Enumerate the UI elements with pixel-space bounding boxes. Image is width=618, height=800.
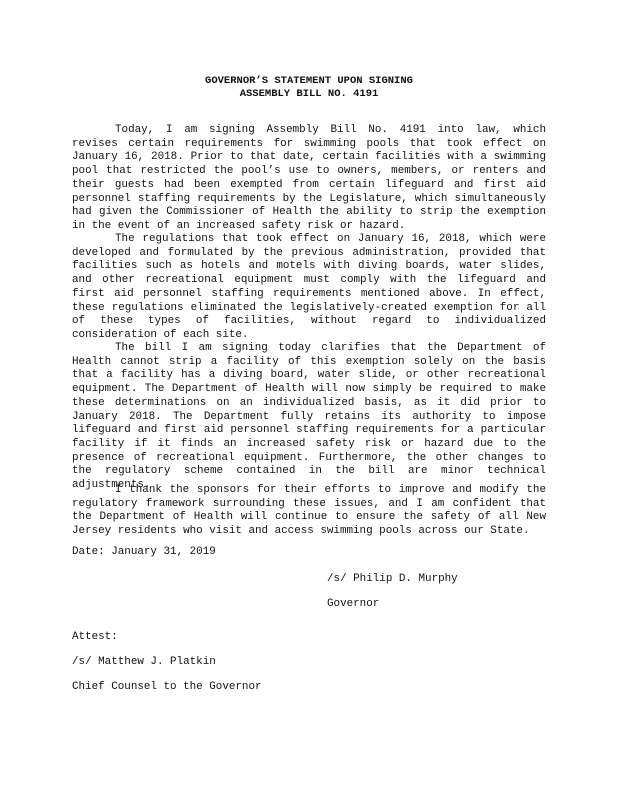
paragraph-3: The bill I am signing today clarifies that the Department of Health cannot strip a facility of this exemption solely on the basis that a facility has a diving board, water slide, or other recreational equipment. The Department of Health will now simply be required to make these determinations on an individualized basis, as it did prior to January 2018. The Department fully retains its authority to impose lifeguard and first aid personnel staffing requirements for a particular facility if it finds an increased safety risk or hazard due to the presence of recreational equipment. Furthermore, the other changes to the regulatory scheme contained in the bill are minor technical adjustments. [72, 342, 546, 492]
document-title-line-2: ASSEMBLY BILL NO. 4191 [239, 88, 379, 100]
attest-signature: /s/ Matthew J. Platkin [72, 656, 216, 668]
governor-signature: /s/ Philip D. Murphy [327, 573, 458, 585]
paragraph-4: I thank the sponsors for their efforts to improve and modify the regulatory framework surrounding these issues, and I am confident that the Department of Health will continue to ensure the safety of all New Jersey residents who visit and access swimming pools across our State. [72, 484, 546, 538]
governor-title: Governor [327, 598, 380, 610]
signing-date: Date: January 31, 2019 [72, 546, 216, 558]
paragraph-2: The regulations that took effect on January 16, 2018, which were developed and formulated by the previous administration, provided that facilities such as hotels and motels with diving boards, water slides, and other recreational equipment must comply with the lifeguard and first aid personnel staffing requirements mentioned above. In effect, these regulations eliminated the legislatively-created exemption for all of these types of facilities, without regard to individualized consideration of each site. [72, 233, 546, 341]
paragraph-1: Today, I am signing Assembly Bill No. 4191 into law, which revises certain requirements for swimming pools that took effect on January 16, 2018. Prior to that date, certain facilities with a swimming pool that restricted the pool’s use to owners, members, or renters and their guests had been exempted from certain lifeguard and first aid personnel staffing requirements by the Legislature, which simultaneously had given the Commissioner of Health the ability to strip the exemption in the event of an increased safety risk or hazard. [72, 124, 546, 232]
attest-title: Chief Counsel to the Governor [72, 681, 262, 693]
attest-label: Attest: [72, 631, 118, 643]
document-title-line-1: GOVERNOR’S STATEMENT UPON SIGNING [205, 75, 413, 87]
